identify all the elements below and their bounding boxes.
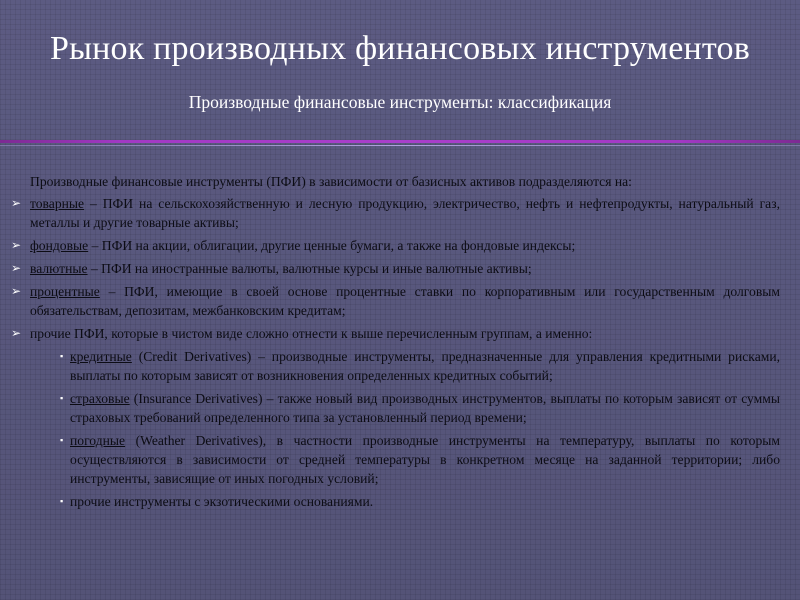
item-text: – ПФИ на акции, облигации, другие ценные бумаги, а также на фондовые индексы; [88, 238, 576, 253]
sublist-item-insurance [8, 389, 780, 427]
item-text: (Credit Derivatives) – производные инструменты, предназначенные для управления кредитными рисками, выплаты по которым зависят от возникновения определенных кредитных событий; [70, 349, 780, 383]
term-label: валютные [30, 261, 88, 276]
arrow-bullet-icon: ➢ [11, 196, 22, 210]
item-text: – ПФИ, имеющие в своей основе процентные ставки по корпоративным или государственным долговым обязательствам, депозитам, межбанковским кредитам; [30, 284, 780, 318]
term-label: страховые [70, 391, 130, 406]
square-bullet-icon: ▪ [60, 435, 64, 445]
square-bullet-icon: ▪ [60, 496, 64, 506]
slide-title: Рынок производных финансовых инструментов [50, 30, 750, 67]
title-divider [0, 140, 800, 143]
item-text: (Insurance Derivatives) – также новый вид производных инструментов, выплаты по которым зависят от суммы страховых требований определенного типа за установленный период времени; [70, 391, 780, 425]
term-label: процентные [30, 284, 100, 299]
slide-body [8, 172, 780, 515]
term-label: кредитные [70, 349, 132, 364]
square-bullet-icon: ▪ [60, 351, 64, 361]
term-label: погодные [70, 433, 126, 448]
list-item-currency [8, 259, 780, 278]
item-text: – ПФИ на сельскохозяйственную и лесную продукцию, электричество, нефть и нефтепродукты, натуральный газ, металлы и другие товарные активы; [30, 196, 780, 230]
term-label: товарные [30, 196, 85, 211]
sublist-item-weather [8, 431, 780, 488]
item-text: прочие инструменты с экзотическими основаниями. [70, 494, 374, 509]
intro-paragraph: Производные финансовые инструменты (ПФИ) в зависимости от базисных активов подразделяются на: [30, 174, 632, 189]
list-item-other [8, 324, 780, 343]
item-text: прочие ПФИ, которые в чистом виде сложно отнести к выше перечисленным группам, а именно: [30, 326, 593, 341]
item-text: – ПФИ на иностранные валюты, валютные курсы и иные валютные активы; [87, 261, 532, 276]
title-divider-highlight [0, 145, 800, 146]
list-item-interest [8, 282, 780, 320]
list-item-stock [8, 236, 780, 255]
item-text: (Weather Derivatives), в частности производные инструменты на температуру, выплаты по которым осуществляются в зависимости от средней температуры в конкретном месяце на заданной территории; либо инструменты, зависящие от иных погодных условий; [70, 433, 780, 486]
arrow-bullet-icon: ➢ [11, 238, 22, 252]
sublist-item-exotic [8, 492, 780, 511]
sublist-item-credit [8, 347, 780, 385]
arrow-bullet-icon: ➢ [11, 284, 22, 298]
square-bullet-icon: ▪ [60, 393, 64, 403]
list-item-commodity [8, 194, 780, 232]
arrow-bullet-icon: ➢ [11, 261, 22, 275]
term-label: фондовые [30, 238, 89, 253]
arrow-bullet-icon: ➢ [11, 326, 22, 340]
slide-subtitle: Производные финансовые инструменты: классификация [188, 92, 612, 112]
